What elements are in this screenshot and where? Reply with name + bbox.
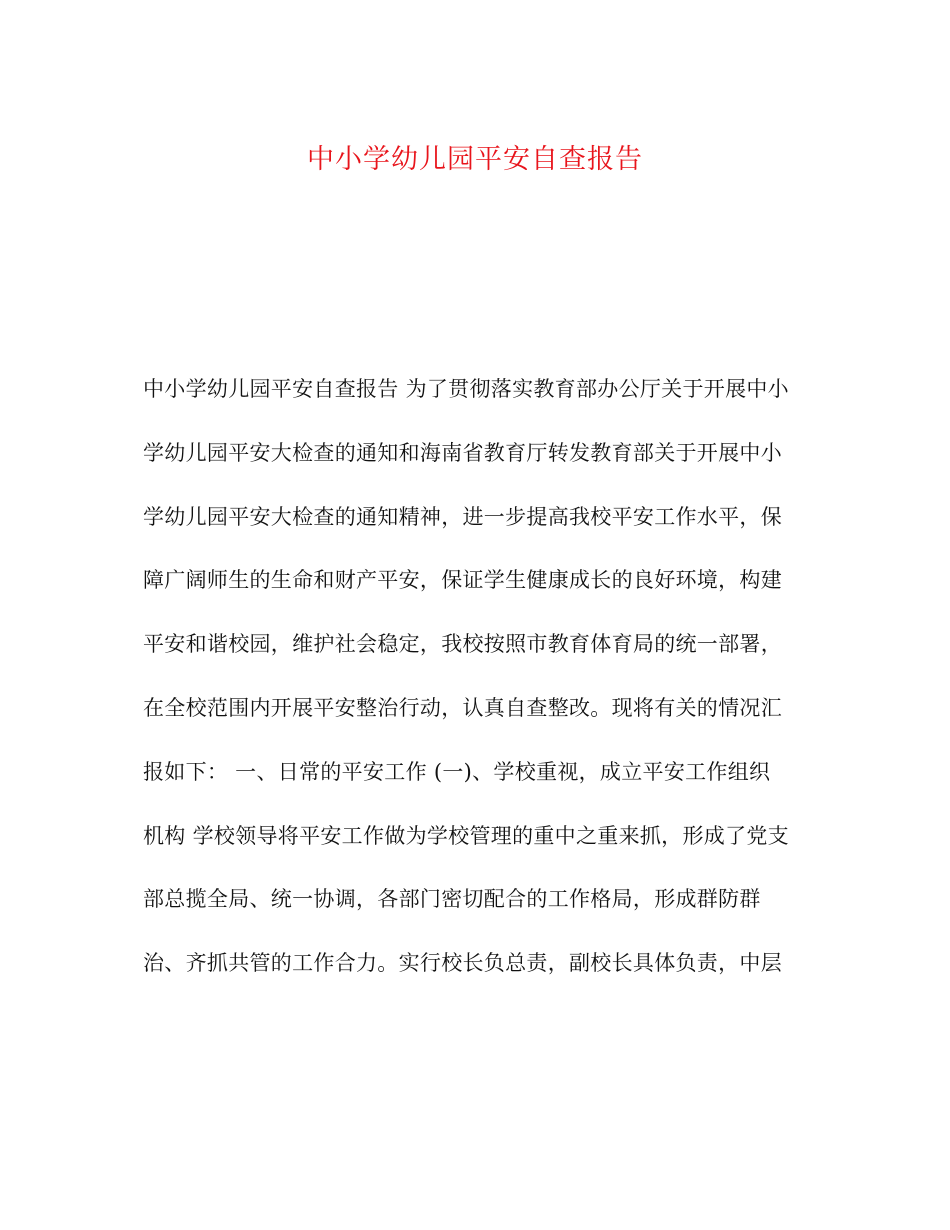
body-line: 机构 学校领导将平安工作做为学校管理的重中之重来抓，形成了党支	[143, 823, 789, 848]
body-line: 障广阔师生的生命和财产平安，保证学生健康成长的良好环境，构建	[143, 568, 782, 593]
body-line: 在全校范围内开展平安整治行动，认真自查整改。现将有关的情况汇	[143, 695, 782, 720]
body-line: 学幼儿园平安大检查的通知和海南省教育厅转发教育部关于开展中小	[143, 440, 782, 465]
body-line: 平安和谐校园，维护社会稳定，我校按照市教育体育局的统一部署，	[143, 632, 782, 657]
document-title: 中小学幼儿园平安自查报告	[307, 144, 643, 175]
body-line: 中小学幼儿园平安自查报告 为了贯彻落实教育部办公厅关于开展中小	[143, 377, 789, 401]
body-line: 学幼儿园平安大检查的通知精神，进一步提高我校平安工作水平，保	[143, 504, 782, 529]
document-body	[143, 374, 823, 1012]
body-line: 治、齐抓共管的工作合力。实行校长负总责，副校长具体负责，中层	[143, 951, 782, 976]
body-line: 部总揽全局、统一协调，各部门密切配合的工作格局，形成群防群	[143, 887, 761, 912]
body-line: 报如下： 一、日常的平安工作 (一)、学校重视，成立平安工作组织	[143, 759, 771, 784]
